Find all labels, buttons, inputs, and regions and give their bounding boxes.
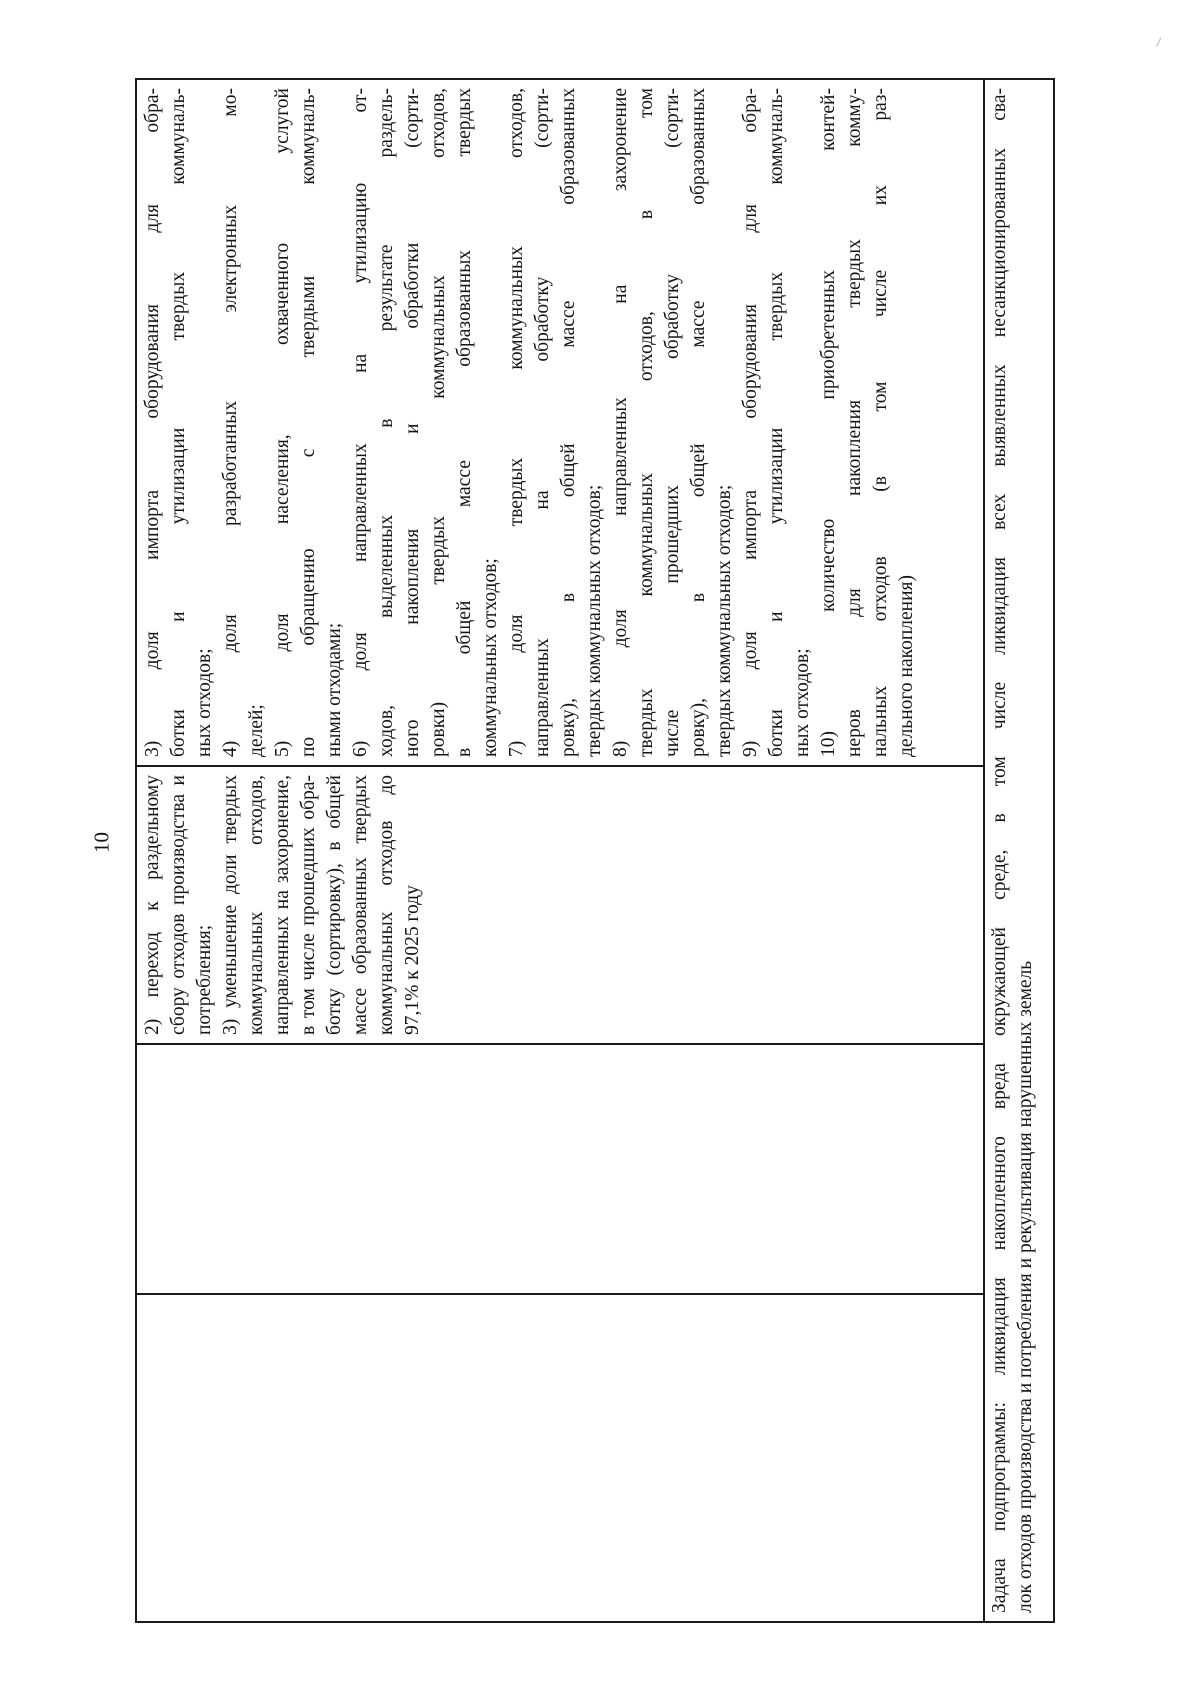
indicator-line: ных отходов; [194, 648, 215, 757]
expected-results-line: направленных на захоронение, [272, 775, 293, 1035]
indicator-line: ровку), в общей массе образованных [558, 88, 579, 757]
indicator-line: твердых коммунальных отходов, в том [636, 88, 657, 757]
indicator-line: 6) доля направленных на утилизацию от- [350, 88, 371, 757]
indicator-line: ными отходами; [324, 622, 345, 757]
table-row [136, 79, 984, 1622]
expected-results-line: потребления; [194, 924, 215, 1035]
indicator-line: числе прошедших обработку (сорти- [662, 88, 683, 757]
indicator-line: 9) доля импорта оборудования для обра- [740, 88, 761, 757]
indicator-line: по обращению с твердыми коммуналь- [298, 88, 319, 757]
task-line: Задача подпрограммы: ликвидация накопленного вреда окружающей среде, в том числе ликвидация всех выявленных несанкционированных сва- [989, 88, 1010, 1613]
indicator-line: ботки и утилизации твердых коммуналь- [168, 88, 189, 757]
expected-results-line: в том числе прошедших обра- [298, 775, 319, 1035]
indicator-line: ных отходов; [792, 648, 813, 757]
expected-results-line: 3) уменьшение доли твердых [220, 775, 241, 1035]
indicator-line: коммунальных отходов; [480, 558, 501, 757]
indicator-line: в общей массе образованных твердых [454, 88, 475, 757]
scan-artifact [1156, 37, 1165, 48]
indicator-line: 4) доля разработанных электронных мо- [220, 88, 241, 757]
task-line: лок отходов производства и потребления и рекультивация нарушенных земель [1015, 960, 1036, 1613]
table-cell-empty-1 [136, 1294, 984, 1622]
indicators-text [140, 88, 920, 757]
indicator-line: дельного накопления) [896, 574, 917, 757]
rotated-table-container [135, 80, 1055, 1623]
indicator-line: 3) доля импорта оборудования для обра- [142, 88, 163, 757]
indicator-line: неров для накопления твердых комму- [844, 88, 865, 757]
expected-results-line: коммунальных отходов до [376, 775, 397, 1035]
indicator-line: 8) доля направленных на захоронение [610, 88, 631, 757]
expected-results-line: ботку (сортировку), в общей [324, 775, 345, 1035]
indicator-line: 10) количество приобретенных контей- [818, 88, 839, 757]
indicator-line: ровку), в общей массе образованных [688, 88, 709, 757]
table-row-task [984, 79, 1054, 1622]
page-number: 10 [89, 832, 114, 853]
table-cell-expected-results [136, 766, 984, 1044]
indicator-line: нальных отходов (в том числе их раз- [870, 88, 891, 757]
indicator-line: ботки и утилизации твердых коммуналь- [766, 88, 787, 757]
subprogram-task-text [987, 88, 1039, 1613]
table-cell-indicators [136, 79, 984, 766]
expected-results-line: сбору отходов производства и [168, 775, 189, 1035]
program-indicators-table [135, 78, 1055, 1623]
indicator-line: делей; [246, 704, 267, 757]
indicator-line: 7) доля твердых коммунальных отходов, [506, 88, 527, 757]
expected-results-line: коммунальных отходов, [246, 775, 267, 1035]
indicator-line: ного накопления и обработки (сорти- [402, 88, 423, 757]
expected-results-line: 97,1% к 2025 году [402, 885, 423, 1035]
table-cell-empty-2 [136, 1044, 984, 1294]
indicator-line: ходов, выделенных в результате раздель- [376, 88, 397, 757]
expected-results-line: 2) переход к раздельному [142, 775, 163, 1035]
indicator-line: твердых коммунальных отходов; [584, 484, 605, 757]
indicator-line: направленных на обработку (сорти- [532, 88, 553, 757]
expected-results-text [140, 775, 426, 1035]
indicator-line: 5) доля населения, охваченного услугой [272, 88, 293, 757]
table-cell-task [984, 79, 1054, 1622]
indicator-line: ровки) твердых коммунальных отходов, [428, 88, 449, 757]
indicator-line: твердых коммунальных отходов; [714, 484, 735, 757]
expected-results-line: массе образованных твердых [350, 775, 371, 1035]
